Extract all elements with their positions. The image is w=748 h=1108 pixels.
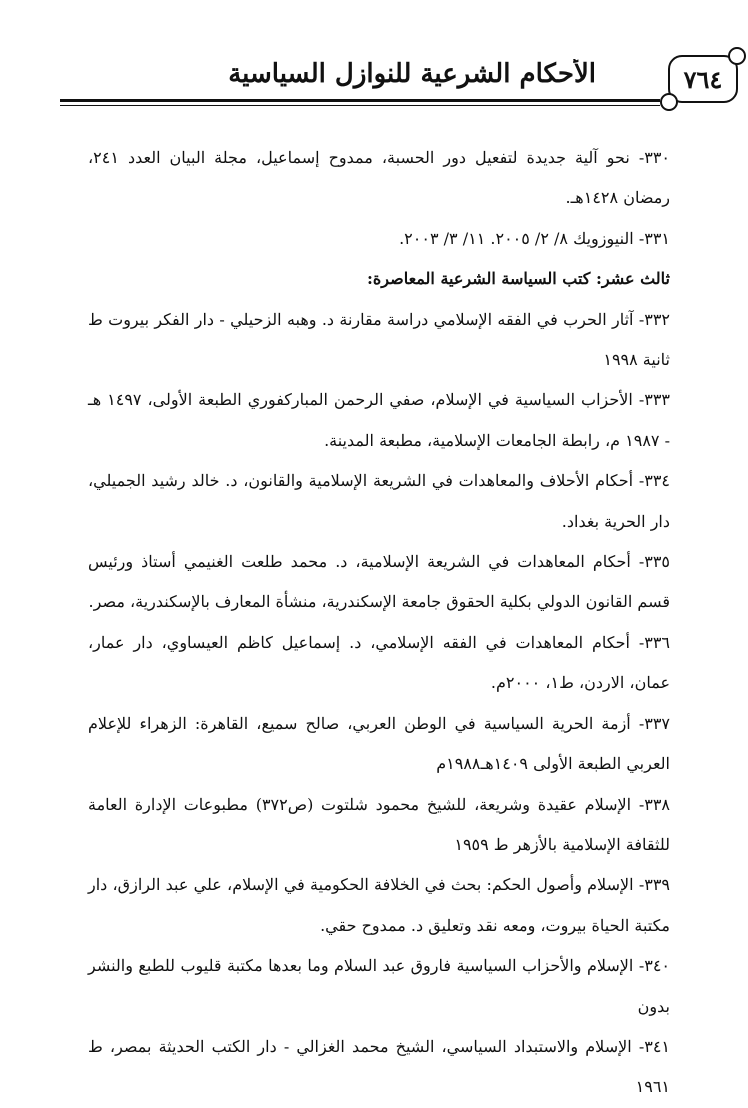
list-item [88,865,670,946]
list-item [88,461,670,542]
page-number-frame [668,55,738,103]
running-title: الأحكام الشرعية للنوازل السياسية [228,59,596,89]
list-item [88,138,670,219]
list-item [88,946,670,1027]
header-rule-thick [60,99,660,102]
list-item [88,380,670,461]
entry-number: ٣٣٥- [638,552,671,572]
entry-text: الإسلام والاستبداد السياسي، الشيخ محمد الغزالي - دار الكتب الحديثة بمصر، ط ١٩٦١ [88,1036,670,1097]
list-item [88,1027,670,1108]
list-item [88,785,670,866]
entry-text: أحكام المعاهدات في الشريعة الإسلامية، د. محمد طلعت الغنيمي أستاذ ورئيس قسم القانون الدولي بكلية الحقوق جامعة الإسكندرية، منشأة المعارف بالإسكندرية، مصر. [88,552,670,612]
entry-text: آثار الحرب في الفقه الإسلامي دراسة مقارنة د. وهبه الزحيلي - دار الفكر بيروت ط ثانية ١٩٩٨ [88,309,670,370]
list-item [88,704,670,785]
entry-text: نحو آلية جديدة لتفعيل دور الحسبة، ممدوح إسماعيل، مجلة البيان العدد ٢٤١، رمضان ١٤٢٨هـ. [88,148,670,208]
entry-number: ٣٣٤- [638,471,670,491]
page-number: ٧٦٤ [683,64,723,94]
entry-number: ٣٣٩- [638,875,671,895]
page-header [60,55,723,115]
entry-number: ٣٣٦- [638,632,671,652]
entry-number: ٣٤١- [638,1036,670,1056]
entry-number: ٣٣٢- [638,309,671,329]
bibliography-content [88,138,670,1108]
entry-text: أزمة الحرية السياسية في الوطن العربي، صالح سميع، القاهرة: الزهراء للإعلام العربي الطبعة الأولى ١٤٠٩هـ١٩٨٨م [88,713,670,774]
entry-text: أحكام المعاهدات في الفقه الإسلامي، د. إسماعيل كاظم العيساوي، دار عمار، عمان، الاردن، ط١، ٢٠٠٠م. [88,632,670,693]
entry-text: الإسلام والأحزاب السياسية فاروق عبد السلام وما بعدها مكتبة قليوب للطبع والنشر بدون [88,956,670,1016]
entry-text: الإسلام عقيدة وشريعة، للشيخ محمود شلتوت (ص٣٧٢) مطبوعات الإدارة العامة للثقافة الإسلامية بالأزهر ط ١٩٥٩ [88,794,670,854]
list-item [88,542,670,623]
list-item [88,623,670,704]
section-heading: ثالث عشر: كتب السياسة الشرعية المعاصرة: [367,269,670,289]
entry-number: ٣٣٠- [638,148,670,167]
entry-number: ٣٣٨- [638,794,671,814]
list-item [88,300,670,381]
entry-text: النيوزويك ٨/ ٢/ ٢٠٠٥. ١١/ ٣/ ٢٠٠٣. [399,228,634,248]
entry-number: ٣٣٣- [638,390,671,410]
entry-number: ٣٣١- [638,228,670,248]
entry-number: ٣٣٧- [638,713,670,733]
entry-text: الإسلام وأصول الحكم: بحث في الخلافة الحكومية في الإسلام، علي عبد الرازق، دار مكتبة الحياة بيروت، ومعه نقد وتعليق د. ممدوح حقي. [88,875,670,935]
entry-number: ٣٤٠- [638,956,670,976]
header-rule-thin [60,105,660,106]
entry-text: الأحزاب السياسية في الإسلام، صفي الرحمن المباركفوري الطبعة الأولى، ١٤٩٧ هـ - ١٩٨٧ م، رابطة الجامعات الإسلامية، مطبعة المدينة. [88,390,670,450]
entry-text: أحكام الأحلاف والمعاهدات في الشريعة الإسلامية والقانون، د. خالد رشيد الجميلي، دار الحرية بغداد. [88,471,670,531]
list-item [88,219,670,259]
